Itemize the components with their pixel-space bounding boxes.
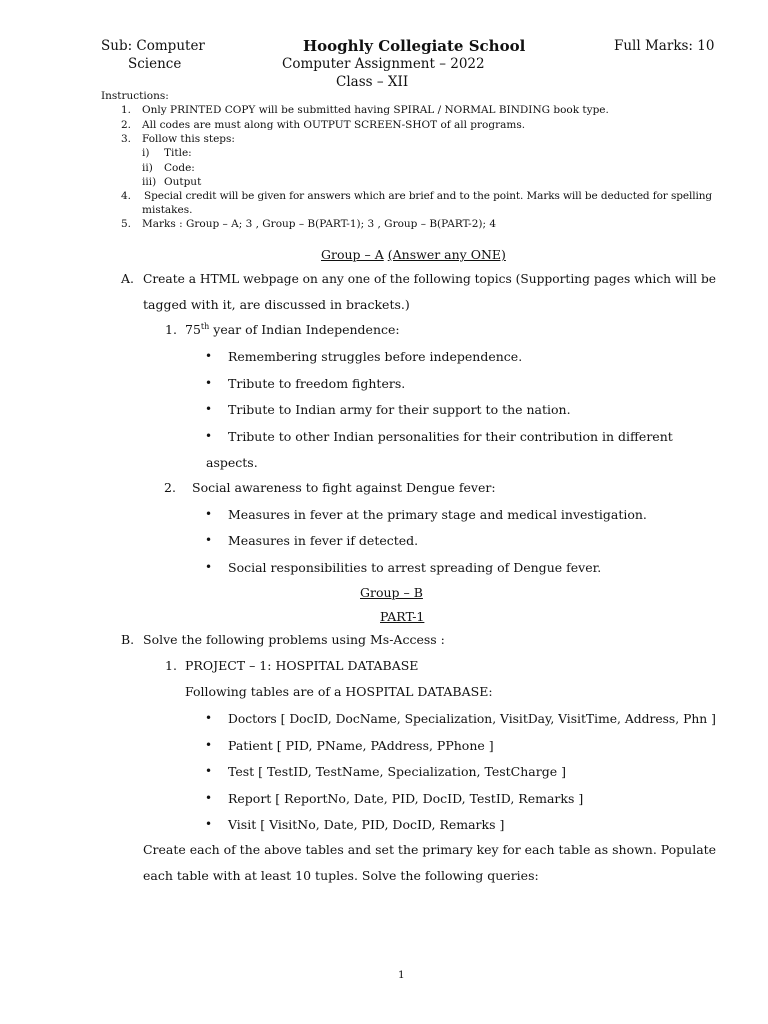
topic-2-point: Social responsibilities to arrest spreading of Dengue fever. — [228, 560, 602, 575]
group-a-label: Group – A — [321, 247, 384, 262]
bullet: • — [205, 376, 213, 390]
project-number: 1. — [165, 658, 177, 673]
instruction-number: 1. — [121, 104, 132, 116]
instructions-label: Instructions: — [101, 90, 169, 102]
table-schema: Patient [ PID, PName, PAddress, PPhone ] — [228, 738, 494, 753]
step-number: ii) — [142, 162, 153, 174]
table-schema: Doctors [ DocID, DocName, Specialization, VisitDay, VisitTime, Address, Phn ] — [228, 711, 716, 726]
question-b-text: Solve the following problems using Ms-Access : — [143, 632, 445, 647]
closing-line-1: Create each of the above tables and set the primary key for each table as shown. Populate — [143, 842, 717, 857]
bullet: • — [205, 817, 213, 831]
topic-number: 1. — [165, 322, 177, 337]
bullet: • — [205, 791, 213, 805]
full-marks: Full Marks: 10 — [614, 38, 715, 54]
bullet: • — [205, 738, 213, 752]
instruction-text-cont: mistakes. — [142, 204, 193, 216]
table-schema: Report [ ReportNo, Date, PID, DocID, TestID, Remarks ] — [228, 791, 584, 806]
class-label: Class – XII — [336, 74, 409, 90]
topic-2-title: Social awareness to fight against Dengue fever: — [192, 480, 496, 495]
bullet: • — [205, 711, 213, 725]
step-text: Title: — [164, 147, 192, 159]
step-text: Output — [164, 176, 202, 188]
instruction-number: 3. — [121, 133, 132, 145]
subject-line-1: Sub: Computer — [101, 38, 205, 54]
table-schema: Test [ TestID, TestName, Specialization, TestCharge ] — [228, 764, 566, 779]
bullet: • — [205, 560, 213, 574]
instruction-number: 5. — [121, 218, 132, 230]
school-name: Hooghly Collegiate School — [303, 37, 526, 55]
page-number: 1 — [398, 969, 405, 981]
topic-2-point: Measures in fever at the primary stage and medical investigation. — [228, 507, 647, 522]
bullet: • — [205, 764, 213, 778]
group-a-heading — [321, 247, 506, 263]
subject-line-2: Science — [128, 56, 182, 72]
instruction-text: Marks : Group – A; 3 , Group – B(PART-1); 3 , Group – B(PART-2); 4 — [142, 218, 497, 230]
project-intro: Following tables are of a HOSPITAL DATABASE: — [185, 684, 493, 699]
bullet: • — [205, 533, 213, 547]
instruction-text: Special credit will be given for answers which are brief and to the point. Marks will be deducted for spelling — [144, 190, 713, 202]
closing-line-2: each table with at least 10 tuples. Solve the following queries: — [143, 868, 539, 883]
project-title: PROJECT – 1: HOSPITAL DATABASE — [185, 658, 419, 673]
instruction-text: All codes are must along with OUTPUT SCREEN-SHOT of all programs. — [142, 119, 526, 131]
instruction-number: 2. — [121, 119, 132, 131]
bullet: • — [205, 402, 213, 416]
part-1-heading: PART-1 — [380, 609, 425, 624]
instruction-text: Only PRINTED COPY will be submitted having SPIRAL / NORMAL BINDING book type. — [142, 104, 609, 116]
topic-1-point: Tribute to freedom fighters. — [228, 376, 406, 391]
question-letter-b: B. — [121, 632, 135, 647]
topic-2-point: Measures in fever if detected. — [228, 533, 419, 548]
step-number: iii) — [142, 176, 157, 188]
bullet: • — [205, 507, 213, 521]
step-number: i) — [142, 147, 150, 159]
question-letter-a: A. — [121, 271, 135, 286]
question-a-line-1: Create a HTML webpage on any one of the following topics (Supporting pages which will be — [143, 271, 717, 286]
topic-1-point: Remembering struggles before independence. — [228, 349, 523, 364]
topic-1-title: 75th year of Indian Independence: — [185, 321, 400, 337]
instruction-text: Follow this steps: — [142, 133, 235, 145]
table-schema: Visit [ VisitNo, Date, PID, DocID, Remarks ] — [228, 817, 505, 832]
assignment-title: Computer Assignment – 2022 — [282, 56, 485, 72]
topic-1-point: Tribute to other Indian personalities for their contribution in different — [228, 429, 673, 444]
instruction-number: 4. — [121, 190, 132, 202]
step-text: Code: — [164, 162, 195, 174]
topic-1-point: Tribute to Indian army for their support to the nation. — [228, 402, 571, 417]
group-a-instruction: (Answer any ONE) — [387, 247, 506, 262]
question-a-line-2: tagged with it, are discussed in brackets.) — [143, 297, 410, 312]
topic-1-point-cont: aspects. — [206, 455, 258, 470]
bullet: • — [205, 429, 213, 443]
bullet: • — [205, 349, 213, 363]
group-b-heading: Group – B — [360, 585, 423, 600]
topic-number: 2. — [164, 480, 176, 495]
